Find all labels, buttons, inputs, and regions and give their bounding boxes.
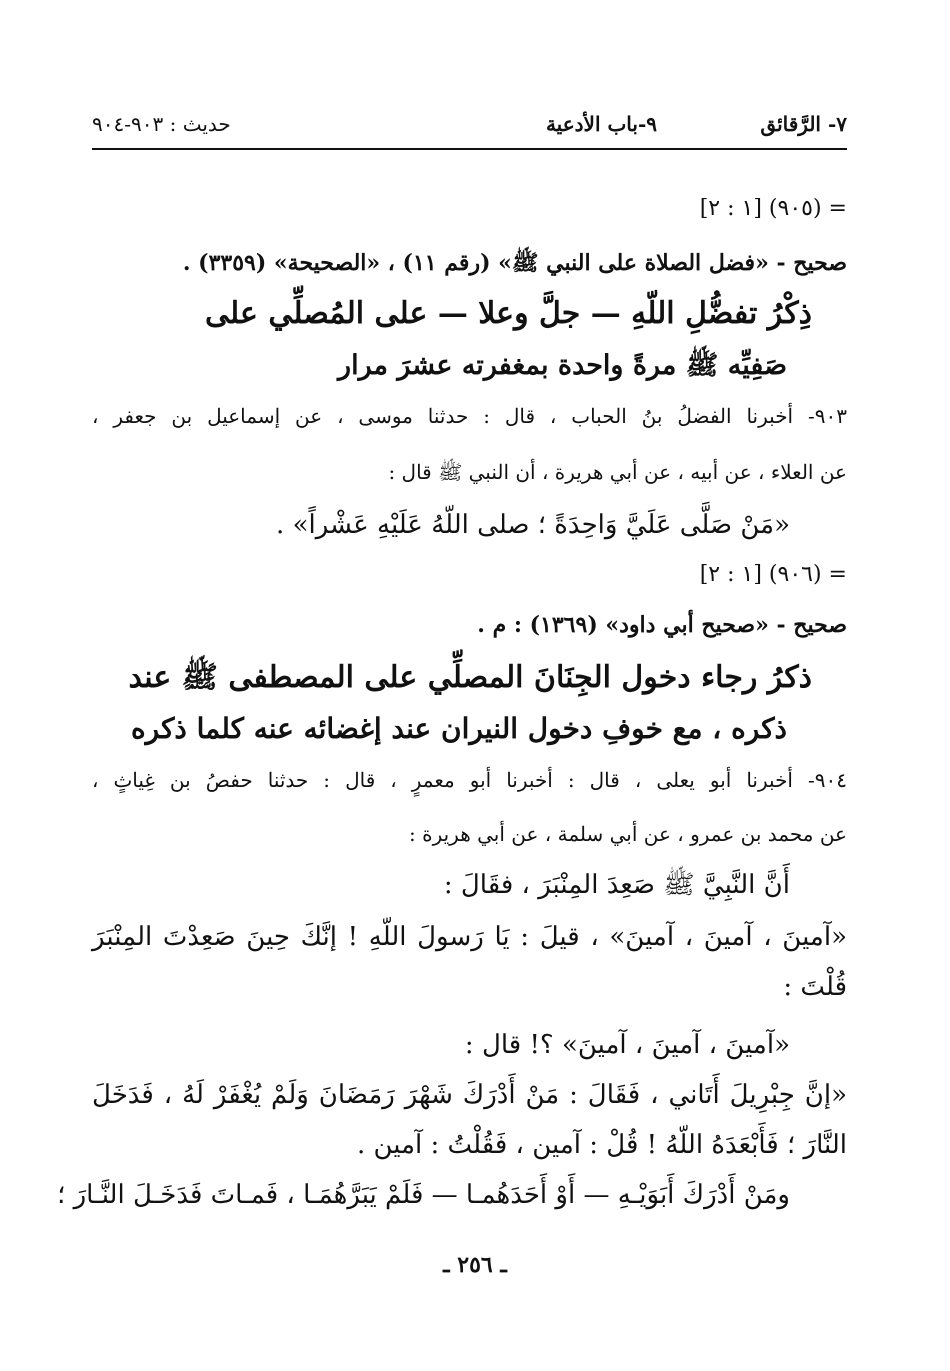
- header-hadith-range: حديث : ٩٠٣-٩٠٤: [92, 112, 231, 136]
- running-header: [92, 104, 847, 144]
- header-chapter-title: ٩-باب الأدعية: [545, 112, 657, 136]
- hadith-904-matn-line-7: ومَنْ أَدْرَكَ أَبَوَيْـهِ — أَوْ أَحَدَهُمـا — فَلَمْ يَبَرَّهُمَـا ، فَمـاتَ فَدَخَـلَ النَّـارَ ؛: [57, 1180, 790, 1210]
- chapter-heading-1-line-2: صَفِيِّه ﷺ مرةً واحدة بمغفرته عشرَ مرار: [338, 350, 787, 381]
- hadith-903-isnad-line-2: عن العلاء ، عن أبيه ، عن أبي هريرة ، أن النبي ﷺ قال :: [388, 460, 847, 484]
- cross-reference-905: = (٩٠٥) [١ : ٢]: [699, 196, 847, 221]
- chapter-heading-2-line-2: ذكره ، مع خوفِ دخول النيران عند إغضائه عنه كلما ذكره: [130, 712, 787, 745]
- grading-line-2: صحيح - «صحيح أبي داود» (١٣٦٩) : م .: [477, 612, 847, 638]
- hadith-904-matn-line-3: قُلْتَ :: [783, 972, 847, 1002]
- hadith-904-matn-line-6: النَّارَ ؛ فَأَبْعَدَهُ اللّهُ ! قُلْ : آمين ، فَقُلْتُ : آمين .: [356, 1130, 847, 1160]
- hadith-904-isnad-line-1: ٩٠٤- أخبرنا أبو يعلى ، قال : أخبرنا أبو معمرٍ ، قال : حدثنا حفصُ بن غِياثٍ ،: [92, 768, 848, 792]
- hadith-904-isnad-line-2: عن محمد بن عمرو ، عن أبي سلمة ، عن أبي هريرة :: [409, 822, 847, 846]
- hadith-904-matn-line-5: «إنَّ جِبْرِيلَ أَتَاني ، فَقَالَ : مَنْ أَدْرَكَ شَهْرَ رَمَضَانَ وَلَمْ يُغْفَرْ لَهُ ، فَدَخَلَ: [92, 1080, 847, 1110]
- grading-line-1: صحيح - «فضل الصلاة على النبي ﷺ» (رقم ١١) ، «الصحيحة» (٣٣٥٩) .: [182, 250, 847, 276]
- chapter-heading-1-line-1: ذِكْرُ تفضُّلِ اللّهِ — جلَّ وعلا — على المُصلِّي على: [205, 296, 812, 331]
- hadith-903-matn: «مَنْ صَلَّى عَلَيَّ وَاحِدَةً ؛ صلى اللّهُ عَلَيْهِ عَشْراً» .: [276, 510, 790, 540]
- header-rule: [92, 148, 847, 150]
- chapter-heading-2-line-1: ذكرُ رجاء دخول الجِنَانَ المصلِّي على المصطفى ﷺ عند: [128, 660, 812, 695]
- hadith-904-matn-line-2: «آمينَ ، آمينَ ، آمينَ» ، قيلَ : يَا رَسولَ اللّهِ ! إنَّكَ حِينَ صَعِدْتَ المِنْبَرَ: [92, 922, 847, 952]
- hadith-904-matn-line-4: «آمينَ ، آمينَ ، آمينَ» ؟! قال :: [464, 1030, 790, 1060]
- header-book-title: ٧- الرَّقائق: [760, 112, 847, 136]
- hadith-904-matn-line-1: أَنَّ النَّبِيَّ ﷺ صَعِدَ المِنْبَرَ ، فقَالَ :: [443, 870, 790, 900]
- cross-reference-906: = (٩٠٦) [١ : ٢]: [699, 562, 847, 587]
- page-number: ـ ٢٥٦ ـ: [443, 1252, 507, 1278]
- hadith-903-isnad-line-1: ٩٠٣- أخبرنا الفضلُ بنُ الحباب ، قال : حدثنا موسى ، عن إسماعيل بن جعفر ،: [92, 404, 847, 428]
